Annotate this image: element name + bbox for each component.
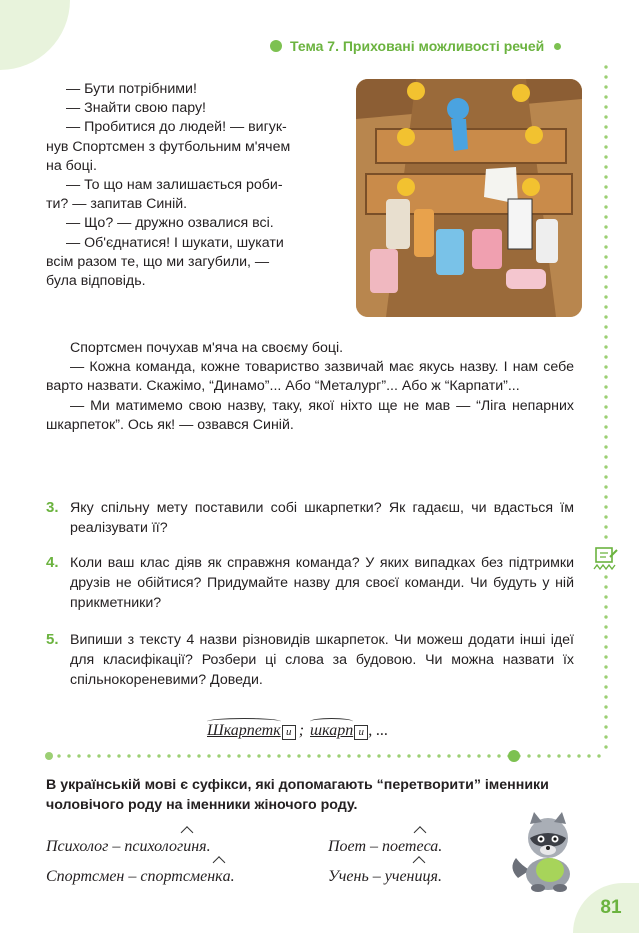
socks-table-illustration — [356, 79, 582, 317]
example-text: ця. — [422, 868, 442, 885]
task-number: 3. — [46, 499, 59, 516]
word-ending-box: и — [282, 725, 296, 740]
story-line: — Що? — дружно озвалися всі. — [66, 215, 274, 232]
task-number: 4. — [46, 554, 59, 571]
suffix-mark: и — [414, 868, 423, 885]
dotted-divider-dot — [508, 750, 520, 762]
story-line: всім разом те, що ми загубили, — — [46, 253, 270, 270]
parsed-word-2 — [310, 722, 368, 740]
example-text: Психолог – психолог — [46, 838, 184, 855]
example-text: Спортсмен – спортсмен — [46, 868, 216, 885]
story-paragraphs — [46, 339, 574, 435]
task-4 — [46, 553, 574, 613]
paragraph: — Ми матимемо свою назву, таку, якої ніхто ще не мав — “Ліга непарних шкарпеток”. Ось як! — озвався Синій. — [46, 397, 574, 433]
word-ending-box: и — [354, 725, 368, 740]
example-1 — [46, 838, 211, 856]
task-text: Яку спільну мету поставили собі шкарпетки? Як гадаєш, чи вдасться їм реалізувати її? — [70, 500, 574, 536]
parsed-word-1 — [207, 722, 296, 740]
word-root: шкарп — [310, 722, 354, 739]
page-header — [270, 36, 561, 56]
page-number: 81 — [573, 883, 639, 933]
example-3 — [46, 868, 235, 886]
task-text: Коли ваш клас діяв як справжня команда? У яких випадках без підтримки друзів не обійтися? Придумайте назву для своєї команди. Чи будуть у ній прикметники? — [70, 555, 574, 611]
task-5 — [46, 630, 574, 690]
raccoon-mascot-icon — [508, 808, 588, 894]
word-parse-example — [207, 716, 388, 740]
writing-hand-icon — [592, 545, 620, 575]
corner-decoration — [0, 0, 70, 70]
story-line: нув Спортсмен з футбольним м'ячем — [46, 138, 291, 155]
story-line: на боці. — [46, 157, 97, 174]
paragraph: Спортсмен почухав м'яча на своєму боці. — [70, 340, 344, 356]
task-number: 5. — [46, 631, 59, 648]
grammar-rule: В українській мові є суфікси, які допомагають “перетворити” іменники чоловічого роду на іменники жіночого роду. — [46, 777, 549, 813]
section-dotted-divider — [54, 752, 606, 760]
dotted-line-start-dot — [45, 752, 53, 760]
example-2 — [328, 838, 442, 856]
header-title: Тема 7. Приховані можливості речей — [290, 38, 545, 54]
header-small-dot-icon — [554, 43, 561, 50]
word-root: Шкарпетк — [207, 722, 281, 739]
task-3 — [46, 498, 574, 538]
story-line: ти? — запитав Синій. — [46, 196, 188, 213]
task-text: Випиши з тексту 4 назви різновидів шкарпеток. Чи можеш додати інші ідеї для класифікації? Розбери ці слова за будовою. Чи можна назвати їх спільнокореневими? Доведи. — [70, 632, 574, 688]
example-4 — [328, 868, 442, 886]
story-line: — Об'єднатися! І шукати, шукати — [66, 234, 284, 251]
story-text-block — [46, 80, 346, 291]
example-text: Поет – поет — [328, 838, 417, 855]
parse-separator: ; — [298, 722, 305, 739]
suffix-mark: и — [183, 838, 192, 855]
parse-tail: , ... — [368, 722, 389, 739]
margin-dotted-line — [603, 62, 609, 752]
header-dot-icon — [270, 40, 282, 52]
story-line: — Знайти свою пару! — [66, 100, 206, 117]
story-line: — То що нам залишається роби- — [66, 177, 283, 194]
example-text: а. — [222, 868, 235, 885]
suffix-mark: е — [416, 838, 424, 855]
example-text: ня. — [191, 838, 211, 855]
paragraph: — Кожна команда, кожне товариство зазвичай має якусь назву. І нам себе варто назвати. Скажімо, “Динамо”... Або “Металург”... Або ж “Карпати”... — [46, 359, 574, 395]
example-text: са. — [423, 838, 443, 855]
story-line: була відповідь. — [46, 273, 146, 290]
example-text: Учень – учен — [328, 868, 415, 885]
story-line: — Пробитися до людей! — вигук- — [66, 119, 287, 136]
story-illustration — [356, 79, 582, 317]
story-line: — Бути потрібними! — [66, 81, 197, 97]
suffix-mark: к — [215, 868, 223, 885]
